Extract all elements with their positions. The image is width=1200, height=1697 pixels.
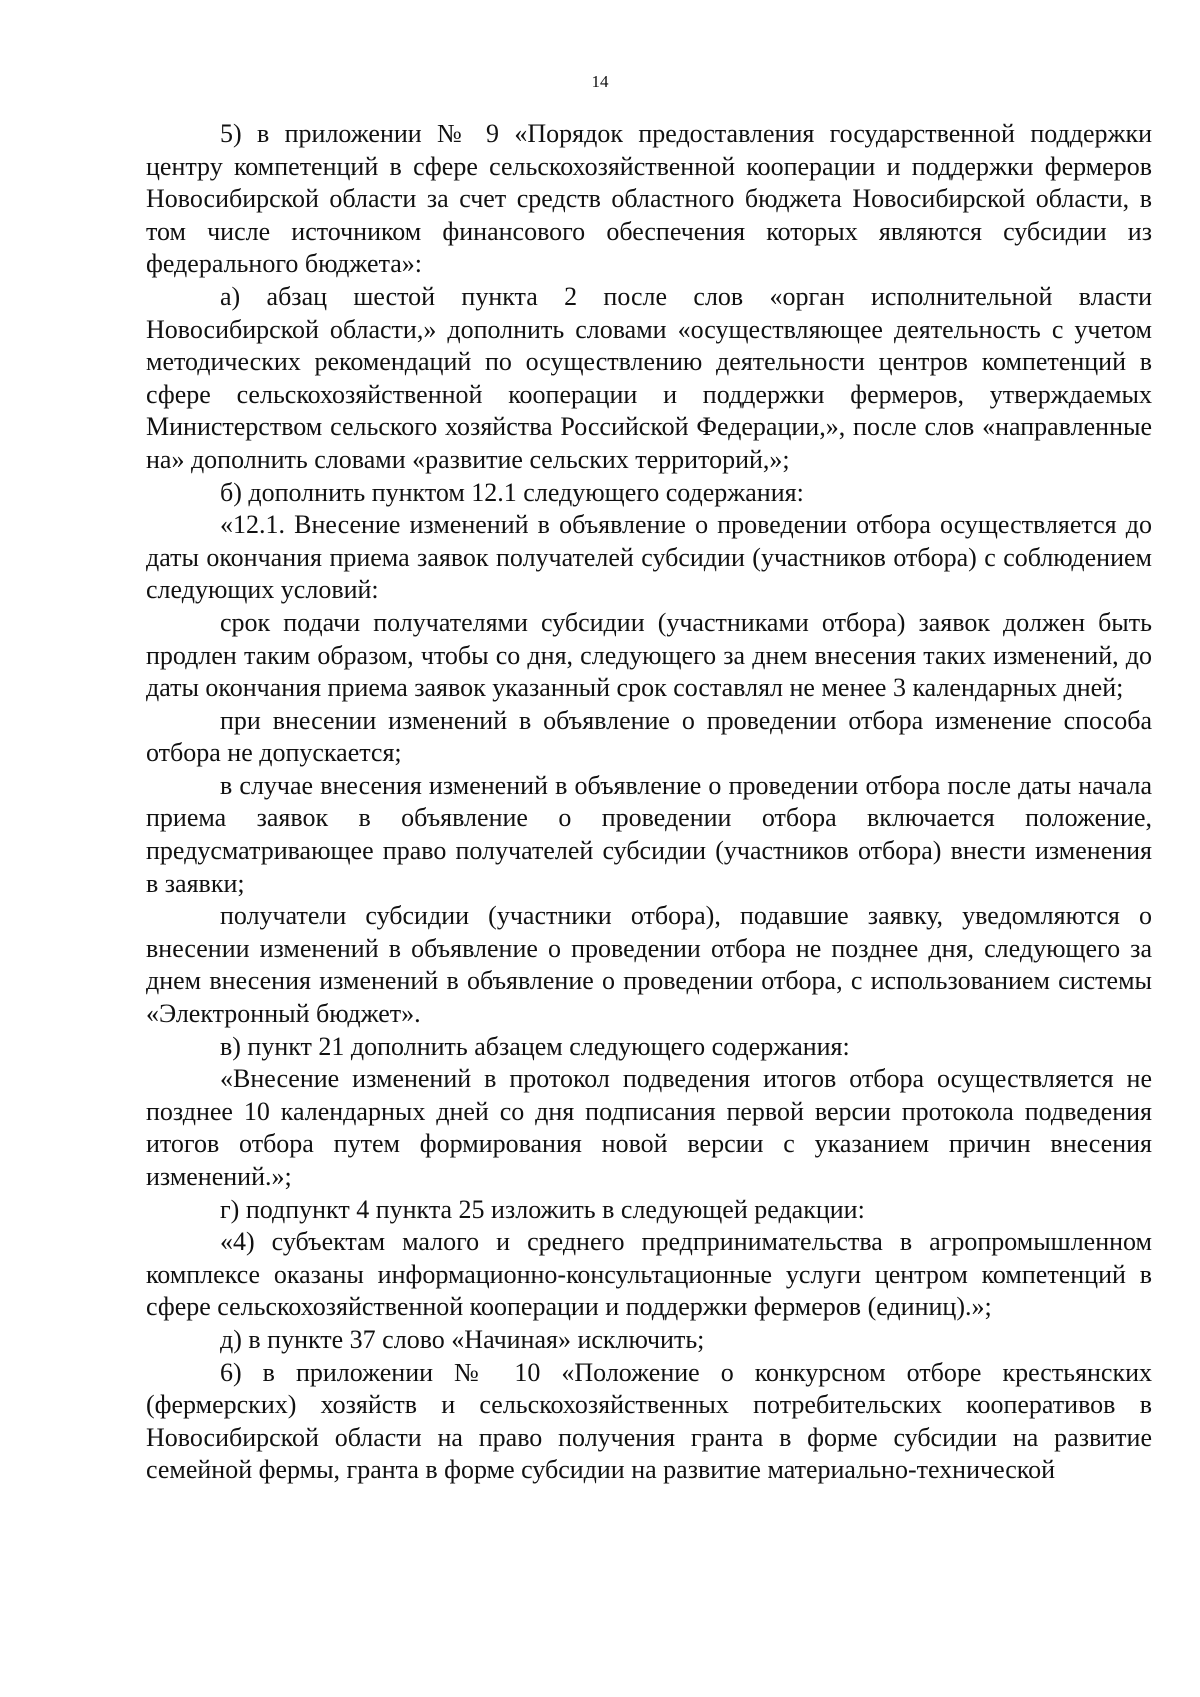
paragraph-deadline-condition: срок подачи получателями субсидии (участниками отбора) заявок должен быть продлен таким образом, чтобы со дня, следующего за днем внесения таких изменений, до даты окончания приема заявок указанный срок составлял не менее 3 календарных дней; — [146, 607, 1152, 703]
paragraph-6-appendix-10: 6) в приложении № 10 «Положение о конкурсном отборе крестьянских (фермерских) хозяйств и сельскохозяйственных потребительских кооперативов в Новосибирской области на право получения гранта в форме субсидии на развитие семейной фермы, гранта в форме субсидии на развитие материально-технической — [146, 1357, 1152, 1485]
paragraph-5-appendix-9: 5) в приложении № 9 «Порядок предоставления государственной поддержки центру компетенций в сфере сельскохозяйственной кооперации и поддержки фермеров Новосибирской области за счет средств областного бюджета Новосибирской области, в том числе источником финансового обеспечения которых являются субсидии из федерального бюджета»: — [146, 119, 1152, 279]
paragraph-changes-condition: в случае внесения изменений в объявление о проведении отбора после даты начала приема заявок в объявление о проведении отбора включается положение, предусматривающее право получателей субсидии (участников отбора) внести изменения в заявки; — [146, 770, 1152, 898]
paragraph-method-condition: при внесении изменений в объявление о проведении отбора изменение способа отбора не допускается; — [146, 705, 1152, 768]
paragraph-a-point-2: а) абзац шестой пункта 2 после слов «орган исполнительной власти Новосибирской области,» дополнить словами «осуществляющее деятельность с учетом методических рекомендаций по осуществлению деятельности центров компетенций в сфере сельскохозяйственной кооперации и поддержки фермеров, утверждаемых Министерством сельского хозяйства Российской Федерации,», после слов «направленные на» дополнить словами «развитие сельских территорий,»; — [146, 281, 1152, 474]
paragraph-v-point-21: в) пункт 21 дополнить абзацем следующего содержания: — [220, 1031, 850, 1061]
document-body — [146, 118, 1152, 1487]
paragraph-12-1-text: «12.1. Внесение изменений в объявление о проведении отбора осуществляется до даты окончания приема заявок получателей субсидии (участников отбора) с соблюдением следующих условий: — [146, 510, 1152, 605]
paragraph-g-point-25: г) подпункт 4 пункта 25 изложить в следующей редакции: — [220, 1194, 865, 1224]
page-number: 14 — [591, 72, 609, 91]
paragraph-protocol-changes: «Внесение изменений в протокол подведения итогов отбора осуществляется не позднее 10 календарных дней со дня подписания первой версии протокола подведения итогов отбора путем формирования новой версии с указанием причин внесения изменений.»; — [146, 1064, 1152, 1191]
paragraph-d-point-37: д) в пункте 37 слово «Начиная» исключить; — [220, 1324, 705, 1354]
paragraph-notification-condition: получатели субсидии (участники отбора), подавшие заявку, уведомляются о внесении изменений в объявление о проведении отбора не позднее дня, следующего за днем внесения изменений в объявление о проведении отбора, с использованием системы «Электронный бюджет». — [146, 901, 1152, 1029]
paragraph-b-point-12-1: б) дополнить пунктом 12.1 следующего содержания: — [220, 477, 804, 507]
paragraph-4-smes: «4) субъектам малого и среднего предпринимательства в агропромышленном комплексе оказаны информационно-консультационные услуги центром компетенций в сфере сельскохозяйственной кооперации и поддержки фермеров (единиц).»; — [146, 1227, 1152, 1322]
